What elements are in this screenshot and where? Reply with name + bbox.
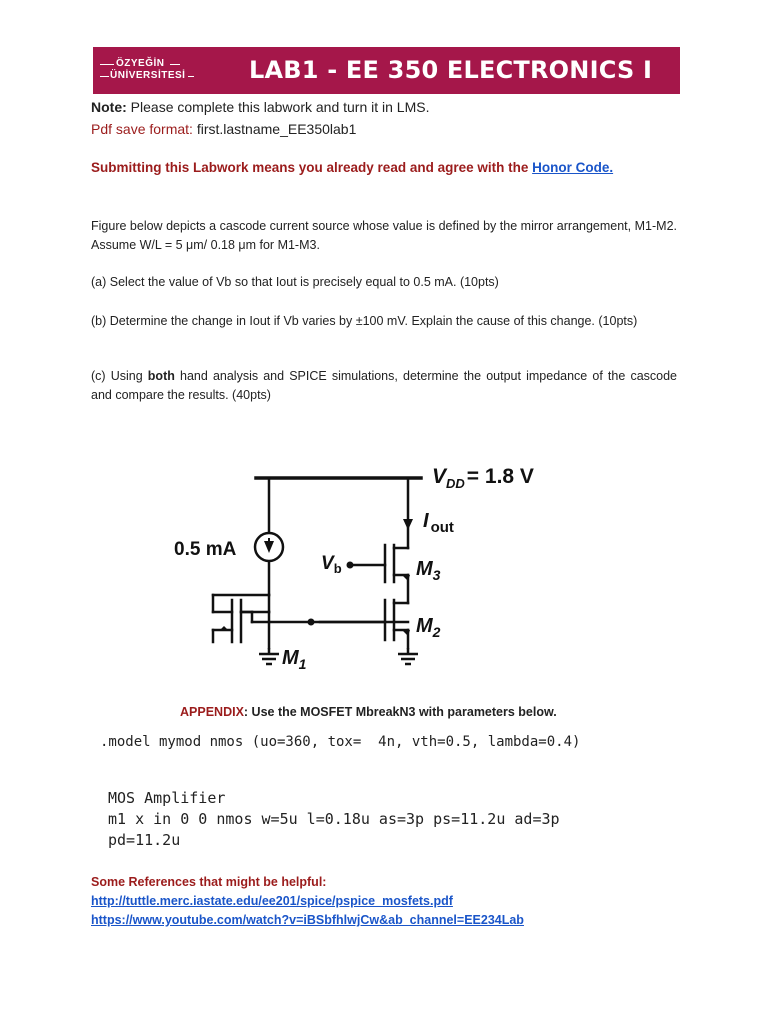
- amp-title: MOS Amplifier: [108, 789, 226, 807]
- m1-label: $M_1$: [282, 647, 307, 672]
- page-title: LAB1 - EE 350 ELECTRONICS I: [249, 56, 653, 84]
- vb-label: $V_b$: [321, 553, 342, 576]
- honor-code-link[interactable]: Honor Code.: [532, 160, 614, 175]
- iout-arrow-icon: [403, 519, 413, 530]
- appendix-text: : Use the MOSFET MbreakN3 with parameters below.: [243, 705, 557, 719]
- part-c-suffix: hand analysis and SPICE simulations, determine the output impedance of the cascode and compare the results. (40pts): [91, 369, 677, 402]
- appendix-label: APPENDIX: [180, 705, 244, 719]
- problem-description: Figure below depicts a cascode current source whose value is defined by the mirror arrangement, M1-M2. Assume W/L = 5 μm/ 0.18 μm for M1-M3.: [91, 219, 677, 252]
- amp-line1: m1 x in 0 0 nmos w=5u l=0.18u as=3p ps=11.2u ad=3p: [108, 810, 560, 828]
- pdf-format-value: first.lastname_EE350lab1: [192, 121, 357, 137]
- part-c-prefix: (c) Using: [91, 369, 148, 383]
- ground-icon-right: [398, 648, 418, 664]
- m3-label: $M_3$: [416, 558, 441, 583]
- appendix-line: [180, 705, 557, 719]
- part-b: (b) Determine the change in Iout if Vb varies by ±100 mV. Explain the cause of this change. (10pts): [91, 314, 638, 328]
- current-source-label: 0.5 mA: [174, 539, 237, 560]
- references-heading: Some References that might be helpful:: [91, 875, 327, 889]
- vdd-label: $V_{DD}= 1.8$ V: [432, 465, 534, 491]
- reference-link-1[interactable]: http://tuttle.merc.iastate.edu/ee201/spice/pspice_mosfets.pdf: [91, 894, 453, 908]
- honor-text: Submitting this Labwork means you already read and agree with the: [91, 160, 533, 175]
- ground-icon-left: [259, 648, 279, 664]
- part-c-emphasis: both: [147, 369, 175, 383]
- logo-line2: ÜNİVERSİTESİ: [110, 70, 186, 81]
- m2-label: $M_2$: [416, 615, 441, 640]
- pdf-format-label: Pdf save format:: [91, 121, 193, 137]
- note-label: Note:: [91, 99, 127, 115]
- logo-line1: ÖZYEĞİN: [116, 58, 165, 69]
- note-text: Please complete this labwork and turn it in LMS.: [126, 99, 430, 115]
- reference-link-2[interactable]: https://www.youtube.com/watch?v=iBSbfhlwjCw&ab_channel=EE234Lab: [91, 913, 524, 927]
- iout-label: I $_{out}$: [423, 510, 454, 536]
- amp-line2: pd=11.2u: [108, 831, 181, 849]
- part-a: (a) Select the value of Vb so that Iout is precisely equal to 0.5 mA. (10pts): [91, 275, 499, 289]
- model-line: .model mymod nmos (uo=360, tox= 4n, vth=0.5, lambda=0.4): [100, 734, 581, 750]
